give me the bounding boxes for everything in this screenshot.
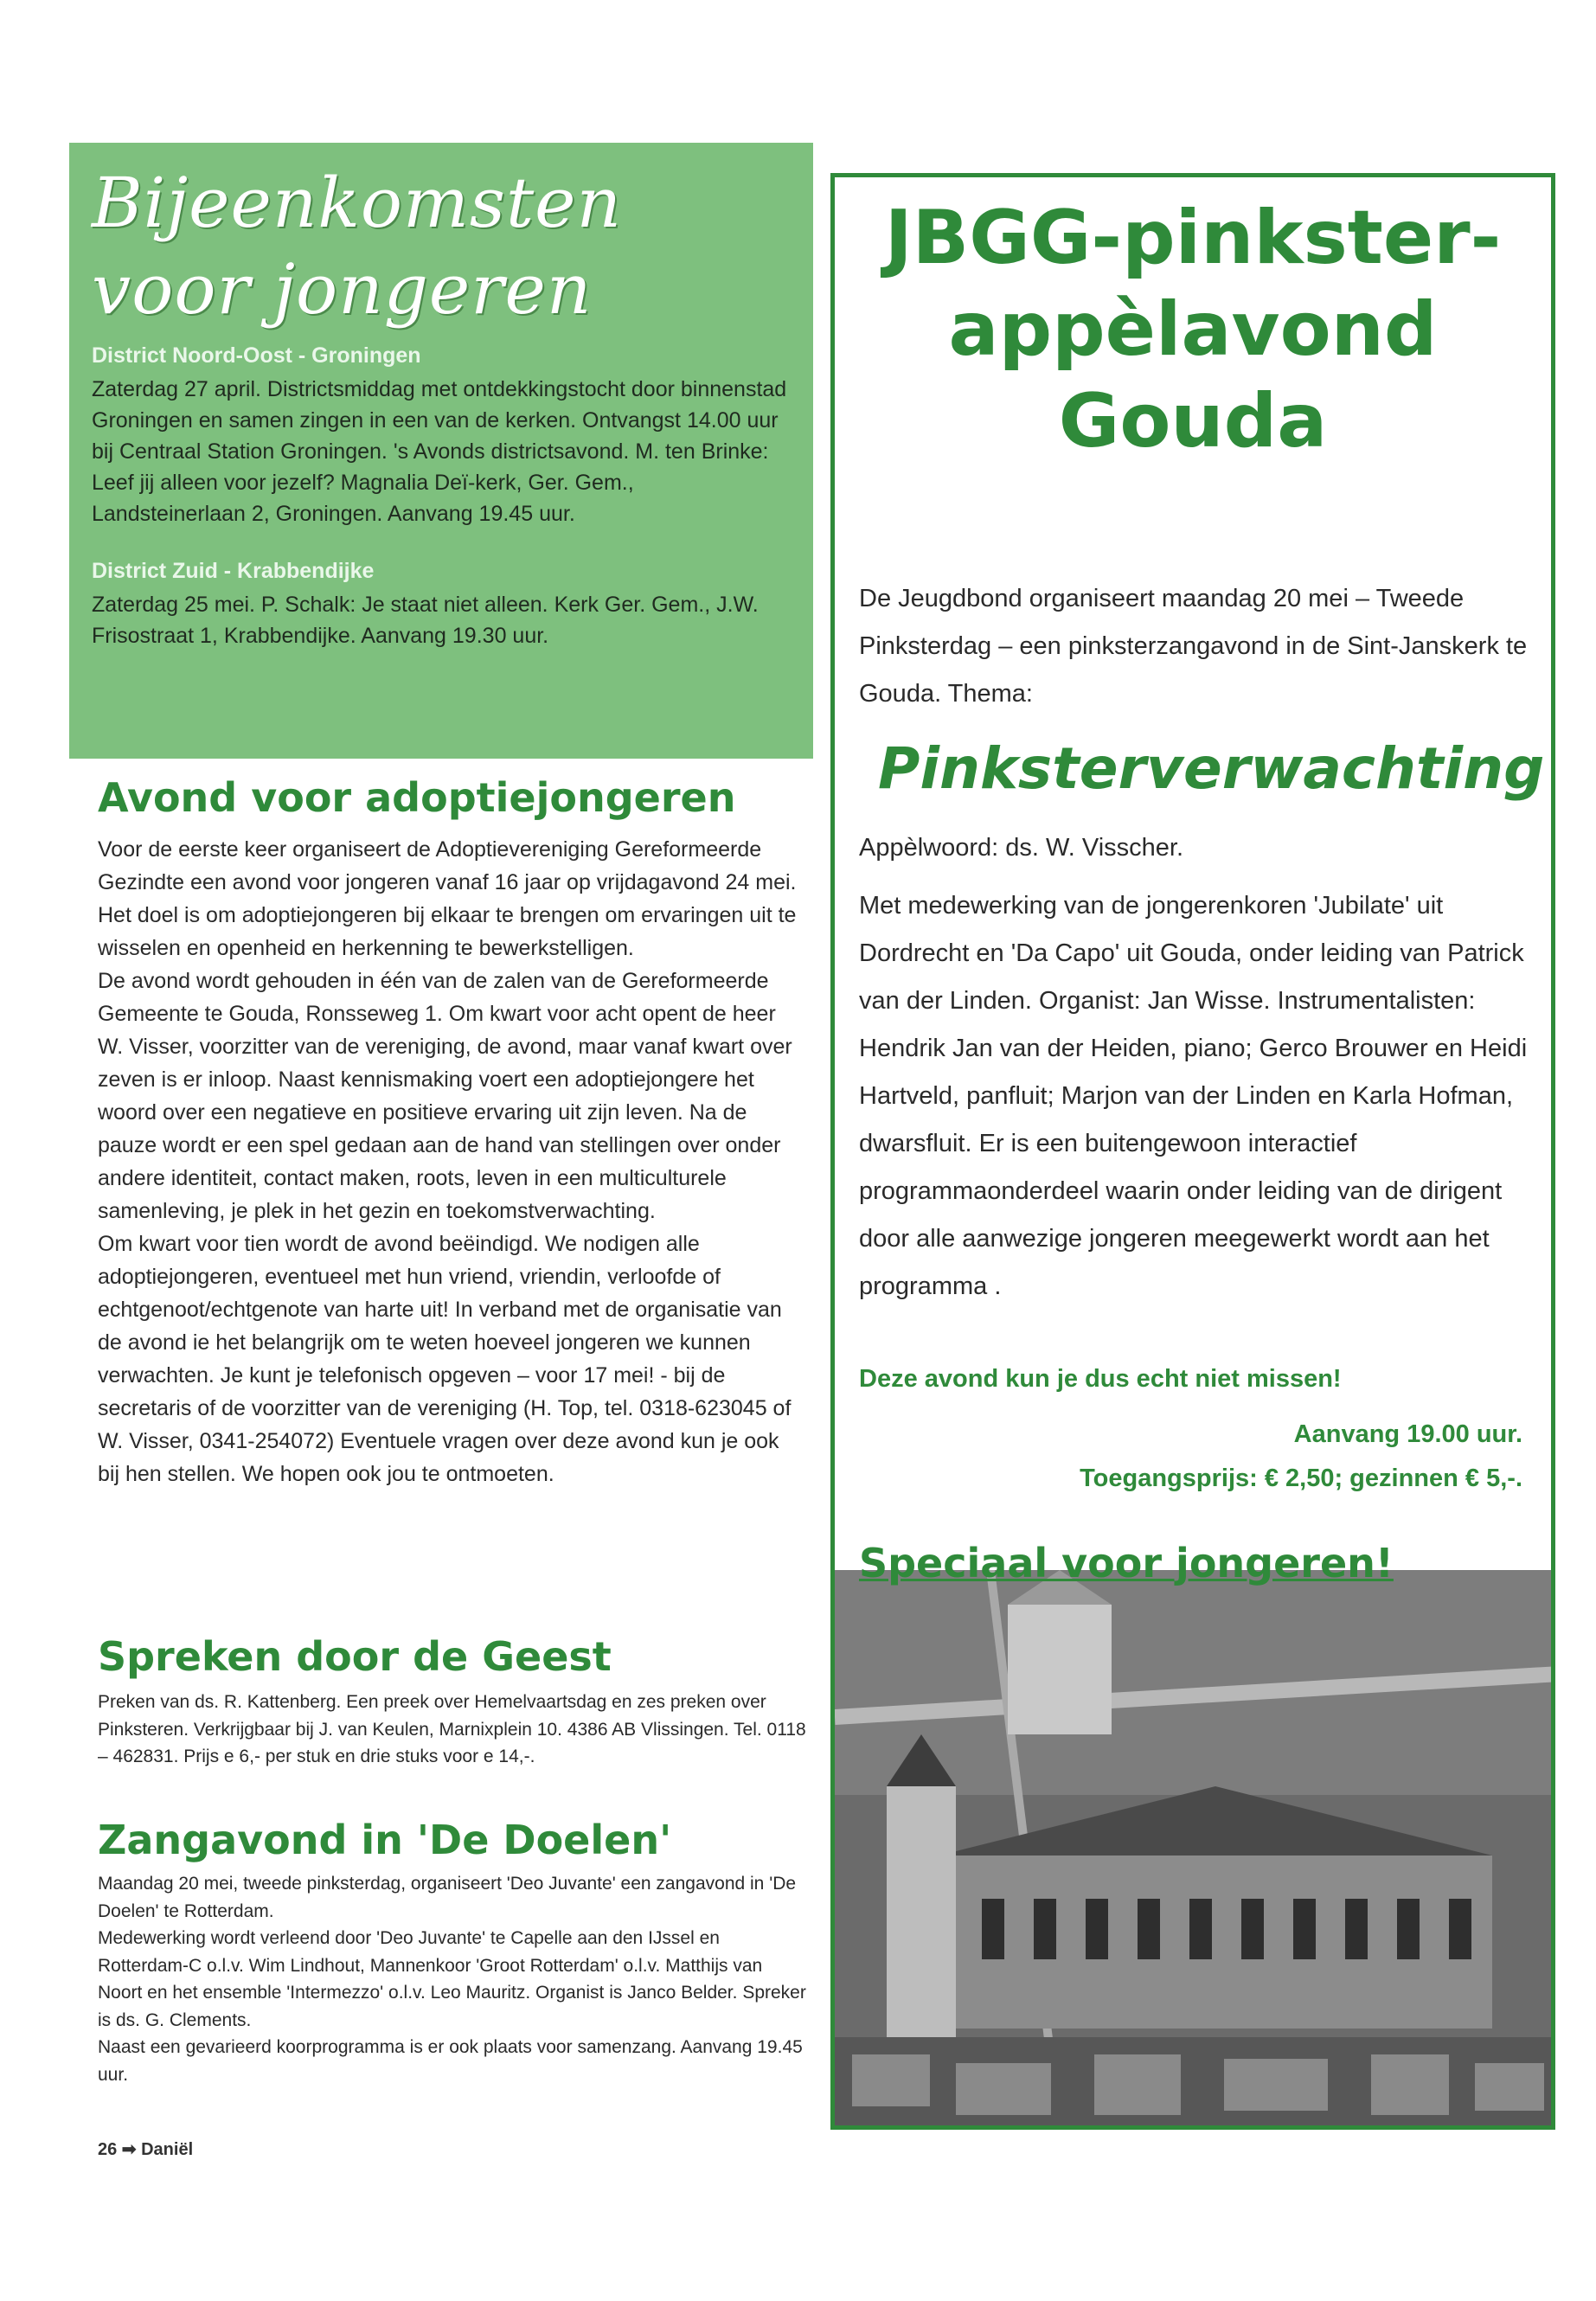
district-noord-oost-text: Zaterdag 27 april. Districtsmiddag met ontdekkingstocht door binnenstad Groningen en samen zingen in een van de kerken. Ontvangst 14.00 uur bij Centraal Station Groningen. 's Avonds districtsavond. M. ten Brinke: Leef jij alleen voor jezelf? Magnalia Deï-kerk, Ger. Gem., Landsteinerlaan 2, Groningen. Aanvang 19.45 uur. — [92, 377, 787, 526]
church-photo-illustration — [835, 1570, 1555, 2130]
doelen-title: Zangavond in 'De Doelen' — [98, 1817, 672, 1863]
doelen-paragraph-3: Naast een gevarieerd koorprogramma is er ook plaats voor samenzang. Aanvang 19.45 uur. — [98, 2037, 803, 2085]
meetings-title: Bijeenkomsten voor jongeren — [92, 163, 622, 330]
gouda-aerial-photo — [830, 1570, 1555, 2130]
meetings-box — [69, 143, 813, 759]
jbgg-title-line-3: Gouda — [1058, 378, 1328, 465]
adoption-paragraph-1: Voor de eerste keer organiseert de Adoptievereniging Gereformeerde Gezindte een avond voor jongeren vanaf 16 jaar op vrijdagavond 24 mei. Het doel is om adoptiejongeren bij elkaar te brengen om ervaringen uit te wisselen en openheid en herkenning te bewerkstelligen. — [98, 837, 797, 960]
jbgg-speaker: Appèlwoord: ds. W. Visscher. — [859, 834, 1184, 862]
spirit-paragraph: Preken van ds. R. Kattenberg. Een preek over Hemelvaartsdag en zes preken over Pinksteren. Verkrijgbaar bij J. van Keulen, Marnixplein 10. 4386 AB Vlissingen. Tel. 0118 – 462831. Prijs e 6,- per stuk en drie stuks voor e 14,-. — [98, 1692, 806, 1766]
jbgg-price: Toegangsprijs: € 2,50; gezinnen € 5,-. — [1080, 1465, 1522, 1492]
jbgg-intro: De Jeugdbond organiseert maandag 20 mei – Tweede Pinksterdag – een pinksterzangavond in de Sint-Janskerk te Gouda. Thema: — [859, 585, 1528, 708]
jbgg-details: Met medewerking van de jongerenkoren 'Jubilate' uit Dordrecht en 'Da Capo' uit Gouda, onder leiding van Patrick van der Linden. Organist: Jan Wisse. Instrumentalisten: Hendrik Jan van der Heiden, piano; Gerco Brouwer en Heidi Hartveld, panfluit; Marjon van der Linden en Karla Hofman, dwarsfluit. Er is een buitengewoon interactief programmaonderdeel waarin onder leiding van de dirigent door alle aanwezige jongeren meegewerkt wordt aan het programma . — [859, 892, 1528, 1300]
jbgg-start-time: Aanvang 19.00 uur. — [1293, 1420, 1522, 1448]
jbgg-dont-miss: Deze avond kun je dus echt niet missen! — [859, 1365, 1342, 1393]
spirit-text — [98, 1689, 807, 1771]
page-footer: 26 ➡ Daniël — [98, 2140, 194, 2159]
jbgg-title-line-1: JBGG-pinkster- — [884, 195, 1502, 281]
district-noord-oost-heading: District Noord-Oost - Groningen — [92, 343, 421, 368]
adoption-paragraph-3: Om kwart voor tien wordt de avond beëindigd. We nodigen alle adoptiejongeren, eventueel met hun vriend, vriendin, verloofde of echtgenoot/echtgenote van harte uit! In verband met de organisatie van de avond ie het belangrijk om te weten hoeveel jongeren we kunnen verwachten. Je kunt je telefonisch opgeven – voor 17 mei! - bij de secretaris of de voorzitter van de vereniging (H. Top, tel. 0318-623045 of W. Visser, 0341-254072) Eventuele vragen over deze avond kun je ook bij hen stellen. We hopen ook jou te ontmoeten. — [98, 1232, 792, 1486]
jbgg-title — [830, 192, 1555, 467]
doelen-text — [98, 1870, 807, 2088]
photo-caption: Speciaal voor jongeren! — [859, 1540, 1394, 1586]
doelen-paragraph-1: Maandag 20 mei, tweede pinksterdag, organiseert 'Deo Juvante' een zangavond in 'De Doelen' te Rotterdam. — [98, 1874, 797, 1921]
adoption-title: Avond voor adoptiejongeren — [98, 774, 736, 821]
jbgg-theme: Pinksterverwachting — [878, 735, 1545, 802]
adoption-paragraph-2: De avond wordt gehouden in één van de zalen van de Gereformeerde Gemeente te Gouda, Ronsseweg 1. Om kwart voor acht opent de heer W. Visser, voorzitter van de vereniging, de avond, maar vanaf kwart over zeven is er inloop. Naast kennismaking voert een adoptiejongere het woord over een negatieve en positieve ervaring uit zijn leven. Na de pauze wordt er een spel gedaan aan de hand van stellingen over onder andere identiteit, contact maken, roots, leven in een multiculturele samenleving, je plek in het gezin en toekomstverwachting. — [98, 969, 792, 1223]
doelen-paragraph-2: Medewerking wordt verleend door 'Deo Juvante' te Capelle aan den IJssel en Rotterdam-C o.l.v. Wim Lindhout, Mannenkoor 'Groot Rotterdam' o.l.v. Matthijs van Noort en het ensemble 'Intermezzo' o.l.v. Leo Mauritz. Organist is Janco Belder. Spreker is ds. G. Clements. — [98, 1928, 806, 2030]
spirit-title: Spreken door de Geest — [98, 1633, 612, 1680]
adoption-body — [98, 833, 803, 1490]
jbgg-title-line-2: appèlavond — [948, 286, 1438, 373]
district-zuid-text: Zaterdag 25 mei. P. Schalk: Je staat niet alleen. Kerk Ger. Gem., J.W. Frisostraat 1, Krabbendijke. Aanvang 19.30 uur. — [92, 593, 759, 648]
district-zuid-heading: District Zuid - Krabbendijke — [92, 559, 375, 583]
